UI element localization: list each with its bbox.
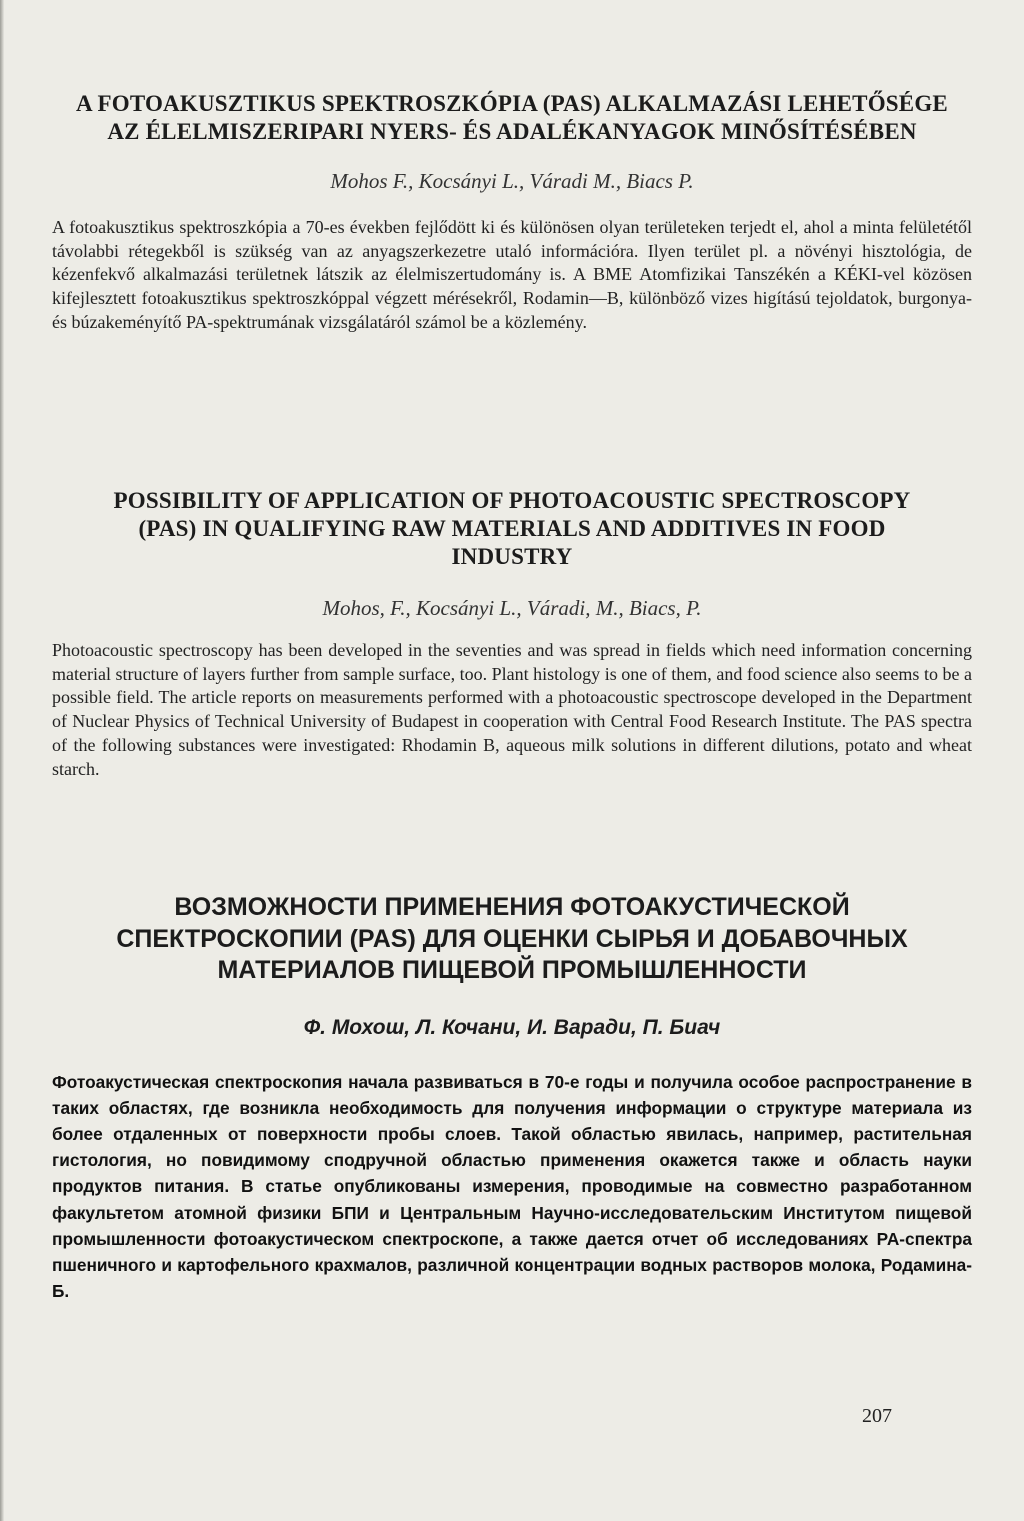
hungarian-abstract: A fotoakusztikus spektroszkópia a 70-es években fejlődött ki és különösen olyan területeken terjedt el, ahol a minta felületétől távolabbi rétegekből is szükség van az anyagszerkezetre utaló információra. Ilyen terület pl. a növényi hisztológia, de kézenfekvő alkalmazási területnek látszik az élelmiszertudomány is. A BME Atomfizikai Tanszékén a KÉKI-vel közösen kifejlesztett fotoakusztikus spektroszkóppal végzett mérésekről, Rodamin—B, különböző vizes higítású tejoldatok, burgonya- és búzakeményítő PA-spektrumának vizsgálatáról számol be a közlemény. [52,217,972,332]
russian-section [52,892,972,1304]
hungarian-section [52,90,972,335]
hungarian-title: A FOTOAKUSZTIKUS SPEKTROSZKÓPIA (PAS) ALKALMAZÁSI LEHETŐSÉGE AZ ÉLELMISZERIPARI NYERS- ÉS ADALÉKANYAGOK MINŐSÍTÉSÉBEN [76,91,948,144]
russian-abstract: Фотоакустическая спектроскопия начала развиваться в 70-е годы и получила особое распространение в таких областях, где возникла необходимость для получения информации о структуре материала из более отдаленных от поверхности пробы слоев. Такой областью явилась, например, растительная гистология, но повидимому сподручной областью применения окажется также и область науки продуктов питания. В статье опубликованы измерения, проводимые на совместно разработанном факультетом атомной физики БПИ и Центральным Научно-исследовательским Институтом пищевой промышленности фотоакустическом спектроскопе, а также дается отчет об исследованиях PA-спектра пшеничного и картофельного крахмалов, различной концентрации водных растворов молока, Родамина-Б. [52,1071,972,1302]
english-section [52,487,972,781]
russian-title: ВОЗМОЖНОСТИ ПРИМЕНЕНИЯ ФОТОАКУСТИЧЕСКОЙ СПЕКТРОСКОПИИ (PAS) ДЛЯ ОЦЕНКИ СЫРЬЯ И ДОБАВОЧНЫХ МАТЕРИАЛОВ ПИЩЕВОЙ ПРОМЫШЛЕННОСТИ [116,893,908,984]
english-title: POSSIBILITY OF APPLICATION OF PHOTOACOUSTIC SPECTROSCOPY (PAS) IN QUALIFYING RAW MATERIALS AND ADDITIVES IN FOOD INDUSTRY [113,488,911,569]
scan-edge [0,0,4,1521]
english-authors: Mohos, F., Kocsányi L., Váradi, M., Biacs, P. [322,596,702,620]
hungarian-authors: Mohos F., Kocsányi L., Váradi M., Biacs P. [330,169,694,193]
russian-authors: Ф. Мохош, Л. Кочани, И. Варади, П. Биач [303,1015,721,1039]
english-abstract: Photoacoustic spectroscopy has been developed in the seventies and was spread in fields which need information concerning material structure of layers further from sample surface, too. Plant histology is one of them, and food science also seems to be a possible field. The article reports on measurements performed with a photoacoustic spectroscope developed in the Department of Nuclear Physics of Technical University of Budapest in cooperation with Central Food Research Institute. The PAS spectra of the following substances were investigated: Rhodamin B, aqueous milk solutions in different dilutions, potato and wheat starch. [52,640,972,779]
page-number: 207 [862,1405,892,1427]
